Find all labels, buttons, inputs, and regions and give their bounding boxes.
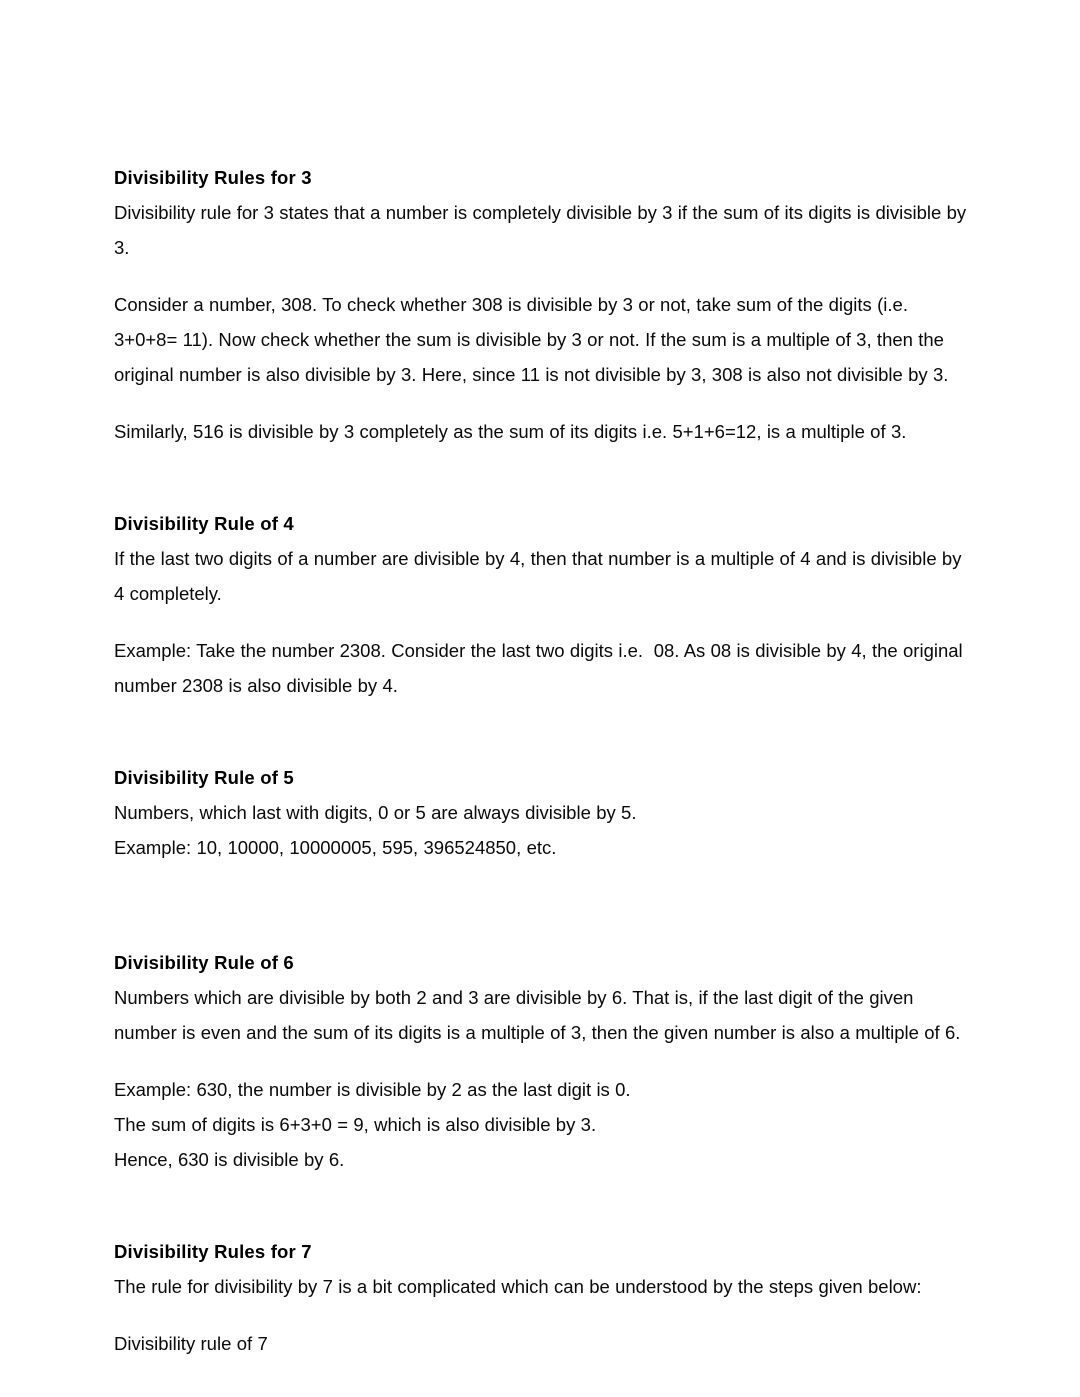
section-spacer — [114, 703, 970, 760]
section-heading: Divisibility Rule of 4 — [114, 513, 294, 534]
section-paragraph: Example: Take the number 2308. Consider the last two digits i.e. 08. As 08 is divisible by 4, the original number 2308 is also divisible by 4. — [114, 640, 968, 696]
section-paragraph: The rule for divisibility by 7 is a bit complicated which can be understood by the steps given below: — [114, 1276, 922, 1297]
section-paragraph: Divisibility rule for 3 states that a number is completely divisible by 3 if the sum of its digits is divisible by 3. — [114, 202, 972, 258]
section-heading: Divisibility Rule of 6 — [114, 952, 294, 973]
section-paragraph: Numbers which are divisible by both 2 and 3 are divisible by 6. That is, if the last digit of the given number is even and the sum of its digits is a multiple of 3, then the given number is also a multiple of 6. — [114, 987, 961, 1043]
section-spacer — [114, 1177, 970, 1234]
section-divisibility-rule-of-4 — [114, 506, 970, 703]
section-heading: Divisibility Rules for 3 — [114, 167, 312, 188]
section-spacer — [114, 865, 970, 945]
paragraph-spacer — [114, 611, 970, 633]
paragraph-spacer — [114, 1304, 970, 1326]
section-paragraph: The sum of digits is 6+3+0 = 9, which is also divisible by 3. — [114, 1114, 597, 1135]
section-paragraph: Hence, 630 is divisible by 6. — [114, 1149, 345, 1170]
section-divisibility-rules-for-3 — [114, 160, 970, 449]
section-paragraph: Divisibility rule of 7 — [114, 1333, 268, 1354]
section-heading: Divisibility Rule of 5 — [114, 767, 294, 788]
section-heading: Divisibility Rules for 7 — [114, 1241, 312, 1262]
section-paragraph: Example: 10, 10000, 10000005, 595, 396524850, etc. — [114, 837, 557, 858]
section-paragraph: Similarly, 516 is divisible by 3 completely as the sum of its digits i.e. 5+1+6=12, is a multiple of 3. — [114, 421, 907, 442]
section-divisibility-rule-of-5 — [114, 760, 970, 865]
paragraph-spacer — [114, 1050, 970, 1072]
paragraph-spacer — [114, 265, 970, 287]
section-paragraph: If the last two digits of a number are divisible by 4, then that number is a multiple of 4 and is divisible by 4 completely. — [114, 548, 967, 604]
section-divisibility-rule-of-6 — [114, 945, 970, 1177]
section-paragraph: Consider a number, 308. To check whether 308 is divisible by 3 or not, take sum of the digits (i.e. 3+0+8= 11). Now check whether the sum is divisible by 3 or not. If the sum is a multiple of 3, then the original number is also divisible by 3. Here, since 11 is not divisible by 3, 308 is also not divisible by 3. — [114, 294, 950, 385]
paragraph-spacer — [114, 392, 970, 414]
document-body — [114, 160, 970, 1361]
section-paragraph: Numbers, which last with digits, 0 or 5 are always divisible by 5. — [114, 802, 637, 823]
section-divisibility-rules-for-7 — [114, 1234, 970, 1361]
section-spacer — [114, 449, 970, 506]
section-paragraph: Example: 630, the number is divisible by 2 as the last digit is 0. — [114, 1079, 631, 1100]
